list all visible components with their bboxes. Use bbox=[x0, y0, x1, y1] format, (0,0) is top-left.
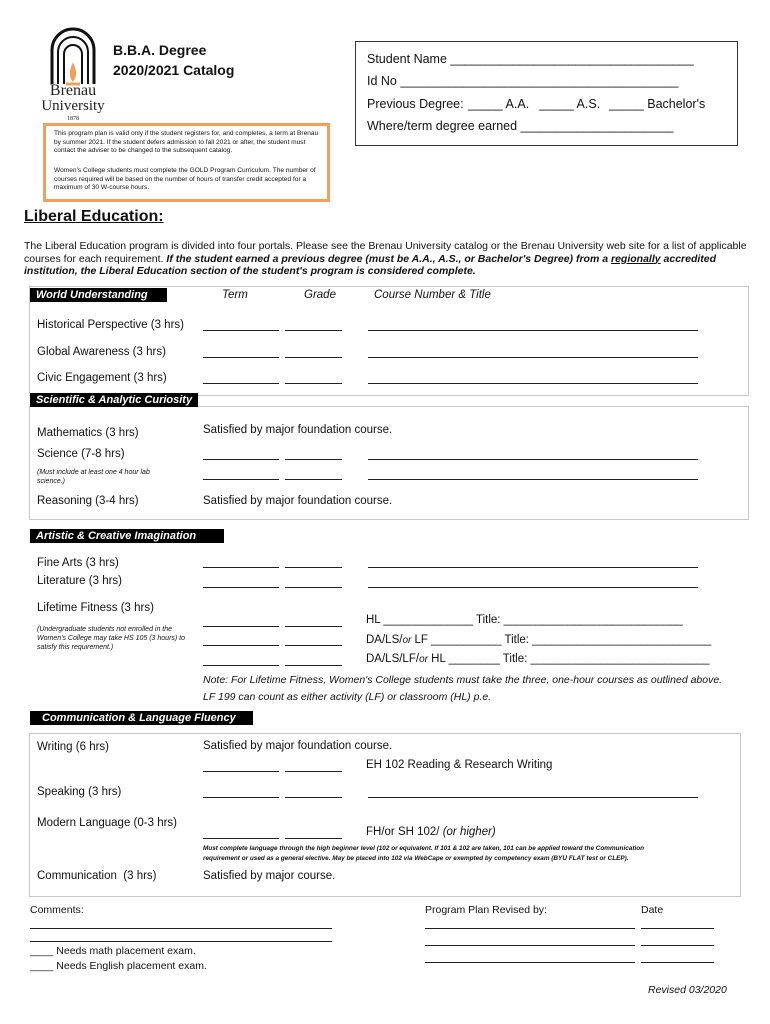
logo-name-line1: Brenau bbox=[49, 82, 97, 99]
revised-date: Revised 03/2020 bbox=[648, 984, 727, 996]
historical-term-field[interactable] bbox=[203, 330, 279, 331]
as-option[interactable]: _____ A.S. bbox=[539, 97, 601, 111]
date-label: Date bbox=[641, 904, 664, 916]
writing-label: Writing (6 hrs) bbox=[37, 741, 109, 753]
speaking-course-field[interactable] bbox=[368, 797, 698, 798]
fitness-grade-field-2[interactable] bbox=[285, 645, 342, 646]
intro-bold-1: If the student earned a previous degree (must be A.A., A.S., or Bachelor's Degree) from a bbox=[166, 252, 609, 265]
fitness-grade-field-3[interactable] bbox=[285, 665, 342, 666]
fh-sh102-course bbox=[366, 826, 496, 838]
liberal-education-heading: Liberal Education: bbox=[24, 208, 164, 225]
portal-world-understanding: World Understanding bbox=[30, 288, 167, 302]
portal-artistic-imagination: Artistic & Creative Imagination bbox=[30, 529, 224, 543]
date-line-3[interactable] bbox=[641, 962, 714, 963]
catalog-title: 2020/2021 Catalog bbox=[113, 62, 235, 78]
civic-grade-field[interactable] bbox=[285, 383, 342, 384]
science-course-field-1[interactable] bbox=[368, 459, 698, 460]
math-placement-check[interactable]: ____ Needs math placement exam. bbox=[30, 945, 196, 957]
fh-sh102-text: FH/or SH 102/ bbox=[366, 826, 440, 838]
global-course-field[interactable] bbox=[368, 357, 698, 358]
language-grade-field[interactable] bbox=[285, 838, 342, 839]
language-note-1: Must complete language through the high beginner level (102 or equivalent. If 101 & 102 are taken, 101 can be applied toward the Communication bbox=[203, 845, 645, 852]
dals-lf-title-field[interactable] bbox=[366, 634, 711, 646]
comments-line-1[interactable] bbox=[30, 928, 332, 929]
global-grade-field[interactable] bbox=[285, 357, 342, 358]
aa-option[interactable]: _____ A.A. bbox=[468, 97, 530, 111]
language-note-2: requirement or used as a general elective. May be placed into 102 via WebCape or exempted by competency exam (BYU FLAT test or CLEP). bbox=[203, 855, 629, 862]
lifetime-fitness-label: Lifetime Fitness (3 hrs) bbox=[37, 602, 154, 614]
revised-by-line-3[interactable] bbox=[425, 962, 635, 963]
historical-course-field[interactable] bbox=[368, 330, 698, 331]
logo-name-line2: University bbox=[41, 98, 105, 114]
degree-title: B.B.A. Degree bbox=[113, 42, 207, 58]
revised-by-line-1[interactable] bbox=[425, 928, 635, 929]
historical-grade-field[interactable] bbox=[285, 330, 342, 331]
dals2-prefix: DA/LS/LF/ bbox=[366, 653, 420, 665]
science-term-field-2[interactable] bbox=[203, 479, 279, 480]
fh-or-higher: (or higher) bbox=[442, 826, 496, 838]
intro-regionally: regionally bbox=[610, 252, 661, 265]
bachelors-option[interactable]: _____ Bachelor's bbox=[609, 97, 706, 111]
communication-note: Satisfied by major course. bbox=[203, 870, 336, 882]
column-grade: Grade bbox=[304, 289, 336, 301]
speaking-label: Speaking (3 hrs) bbox=[37, 786, 122, 798]
global-term-field[interactable] bbox=[203, 357, 279, 358]
fine-arts-label: Fine Arts (3 hrs) bbox=[37, 557, 119, 569]
fine-arts-course-field[interactable] bbox=[368, 567, 698, 568]
date-line-2[interactable] bbox=[641, 945, 714, 946]
dals1-suffix: LF ___________ Title: ____________________________ bbox=[411, 634, 712, 646]
comments-line-2[interactable] bbox=[30, 941, 332, 942]
student-id-field[interactable]: Id No ________________________________________ bbox=[367, 74, 679, 88]
arch-emblem-icon bbox=[40, 24, 106, 86]
dals1-prefix: DA/LS/ bbox=[366, 634, 403, 646]
literature-term-field[interactable] bbox=[203, 587, 279, 588]
revised-by-label: Program Plan Revised by: bbox=[425, 904, 547, 916]
science-grade-field-2[interactable] bbox=[285, 479, 342, 480]
date-line-1[interactable] bbox=[641, 928, 714, 929]
column-course: Course Number & Title bbox=[374, 289, 491, 301]
historical-perspective-label: Historical Perspective (3 hrs) bbox=[37, 319, 184, 331]
degree-term-field[interactable]: Where/term degree earned ______________________ bbox=[367, 119, 674, 133]
hl-title-field[interactable]: HL ______________ Title: ____________________________ bbox=[366, 614, 683, 626]
reasoning-label: Reasoning (3-4 hrs) bbox=[37, 495, 139, 507]
portal-communication-fluency: Communication & Language Fluency bbox=[30, 711, 253, 725]
fine-arts-grade-field[interactable] bbox=[285, 567, 342, 568]
portal-scientific-curiosity: Scientific & Analytic Curiosity bbox=[30, 393, 198, 407]
fitness-term-field-1[interactable] bbox=[203, 626, 279, 627]
revised-by-line-2[interactable] bbox=[425, 945, 635, 946]
intro-bold-2: accredited institution, the Liberal Education section of the student's program is considered complete. bbox=[24, 252, 717, 277]
literature-course-field[interactable] bbox=[368, 587, 698, 588]
civic-engagement-label: Civic Engagement (3 hrs) bbox=[37, 372, 167, 384]
dals2-suffix: HL ________ Title: ____________________________ bbox=[427, 653, 710, 665]
liberal-education-intro bbox=[24, 240, 752, 278]
speaking-grade-field[interactable] bbox=[285, 797, 342, 798]
lifetime-fitness-note-1: Note: For Lifetime Fitness, Women's College students must take the three, one-hour courses as outlined above. bbox=[203, 674, 723, 686]
previous-degree-label: Previous Degree: bbox=[367, 97, 464, 111]
civic-course-field[interactable] bbox=[368, 383, 698, 384]
literature-label: Literature (3 hrs) bbox=[37, 575, 123, 587]
lifetime-fitness-note: (Undergraduate students not enrolled in the Women's College may take HS 105 (3 hours) to satisfy this requirement.) bbox=[37, 626, 186, 651]
reasoning-note: Satisfied by major foundation course. bbox=[203, 495, 393, 507]
speaking-term-field[interactable] bbox=[203, 797, 279, 798]
fitness-term-field-3[interactable] bbox=[203, 665, 279, 666]
literature-grade-field[interactable] bbox=[285, 587, 342, 588]
civic-term-field[interactable] bbox=[203, 383, 279, 384]
fitness-grade-field-1[interactable] bbox=[285, 626, 342, 627]
science-term-field-1[interactable] bbox=[203, 459, 279, 460]
science-course-field-2[interactable] bbox=[368, 479, 698, 480]
global-awareness-label: Global Awareness (3 hrs) bbox=[37, 346, 166, 358]
fitness-term-field-2[interactable] bbox=[203, 645, 279, 646]
notice-gold-text: Women's College students must complete the GOLD Program Curriculum. The number of courses required will be based on the number of hours of transfer credit accepted for a maximum of 30 W-course hours. bbox=[54, 167, 316, 191]
dals2-or: or bbox=[419, 654, 428, 665]
column-term: Term bbox=[222, 289, 248, 301]
mathematics-note: Satisfied by major foundation course. bbox=[203, 424, 393, 436]
science-grade-field-1[interactable] bbox=[285, 459, 342, 460]
english-placement-check[interactable]: ____ Needs English placement exam. bbox=[30, 960, 207, 972]
science-label: Science (7-8 hrs) bbox=[37, 448, 125, 460]
logo-year: 1878 bbox=[67, 116, 79, 122]
notice-validity-text: This program plan is valid only if the student registers for, and completes, a term at Brenau by summer 2021. If the student defers admission to fall 2021 or after, the student must contact the adviser to be changed to the subsequent catalog. bbox=[54, 130, 319, 154]
intro-text: The Liberal Education program is divided into four portals. Please see the Brenau University catalog or the Brenau University web site for a list of applicable courses for each requirement. bbox=[24, 240, 747, 265]
dals-hl-title-field[interactable] bbox=[366, 653, 710, 665]
modern-language-label: Modern Language (0-3 hrs) bbox=[37, 817, 177, 829]
eh102-course: EH 102 Reading & Research Writing bbox=[366, 759, 553, 771]
university-logo bbox=[40, 24, 106, 124]
lifetime-fitness-note-2: LF 199 can count as either activity (LF) or classroom (HL) p.e. bbox=[203, 691, 492, 703]
fine-arts-term-field[interactable] bbox=[203, 567, 279, 568]
mathematics-label: Mathematics (3 hrs) bbox=[37, 427, 139, 439]
dals1-or: or bbox=[402, 635, 412, 646]
communication-label: Communication (3 hrs) bbox=[37, 870, 157, 882]
comments-label: Comments: bbox=[30, 904, 84, 916]
language-term-field[interactable] bbox=[203, 838, 279, 839]
writing-term-field[interactable] bbox=[203, 771, 279, 772]
writing-grade-field[interactable] bbox=[285, 771, 342, 772]
student-name-field[interactable]: Student Name ___________________________________ bbox=[367, 52, 694, 66]
writing-note: Satisfied by major foundation course. bbox=[203, 740, 393, 752]
science-lab-note: (Must include at least one 4 hour lab science.) bbox=[37, 469, 150, 485]
